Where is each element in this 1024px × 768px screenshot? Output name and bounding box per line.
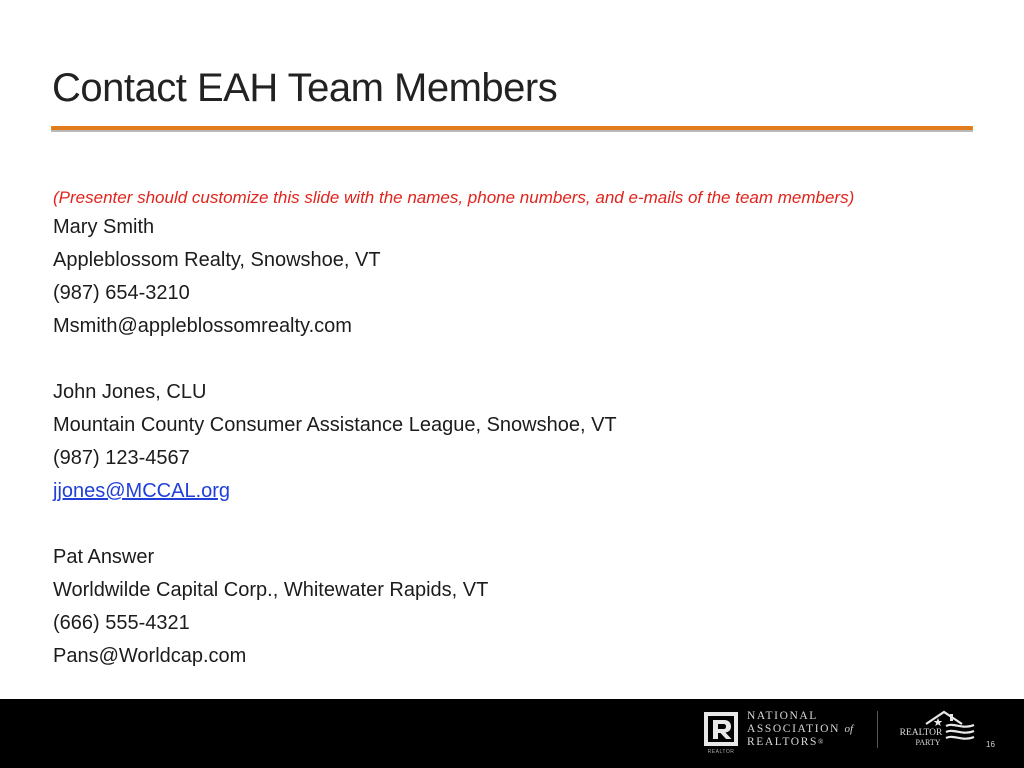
contact-block-3 (53, 541, 993, 673)
contact-organization: Appleblossom Realty, Snowshoe, VT (53, 249, 381, 271)
nar-line-3: REALTORS® (747, 736, 825, 748)
contact-organization: Mountain County Consumer Assistance League, Snowshoe, VT (53, 414, 617, 436)
spacer (53, 343, 993, 376)
contact-name: Pat Answer (53, 546, 155, 568)
nar-wordmark (747, 710, 867, 749)
contact-phone: (666) 555-4321 (53, 612, 190, 634)
contact-email: Msmith@appleblossomrealty.com (53, 315, 352, 337)
page-number: 16 (986, 740, 995, 749)
contact-phone: (987) 654-3210 (53, 282, 190, 304)
footer-bar (0, 699, 1024, 768)
realtor-logo-caption: REALTOR (707, 749, 735, 755)
contact-email: Pans@Worldcap.com (53, 645, 247, 667)
slide-content (53, 184, 993, 673)
contact-name: John Jones, CLU (53, 381, 207, 403)
contact-block-2 (53, 376, 993, 508)
contact-organization: Worldwilde Capital Corp., Whitewater Rapids, VT (53, 579, 489, 601)
realtor-party-wordmark: REALTOR PARTY (899, 728, 943, 747)
slide-title: Contact EAH Team Members (52, 66, 558, 110)
footer-divider (877, 711, 878, 748)
nar-line-2: ASSOCIATION of (747, 723, 854, 735)
contact-name: Mary Smith (53, 216, 155, 238)
nar-line-1: NATIONAL (747, 710, 818, 722)
spacer (53, 508, 993, 541)
title-underline-grey (51, 130, 973, 132)
contact-phone: (987) 123-4567 (53, 447, 190, 469)
title-underline (51, 126, 973, 132)
contact-email-link[interactable]: jjones@MCCAL.org (53, 480, 231, 502)
presenter-note: (Presenter should customize this slide with the names, phone numbers, and e-mails of the team members) (53, 188, 855, 207)
contact-block-1 (53, 211, 993, 343)
